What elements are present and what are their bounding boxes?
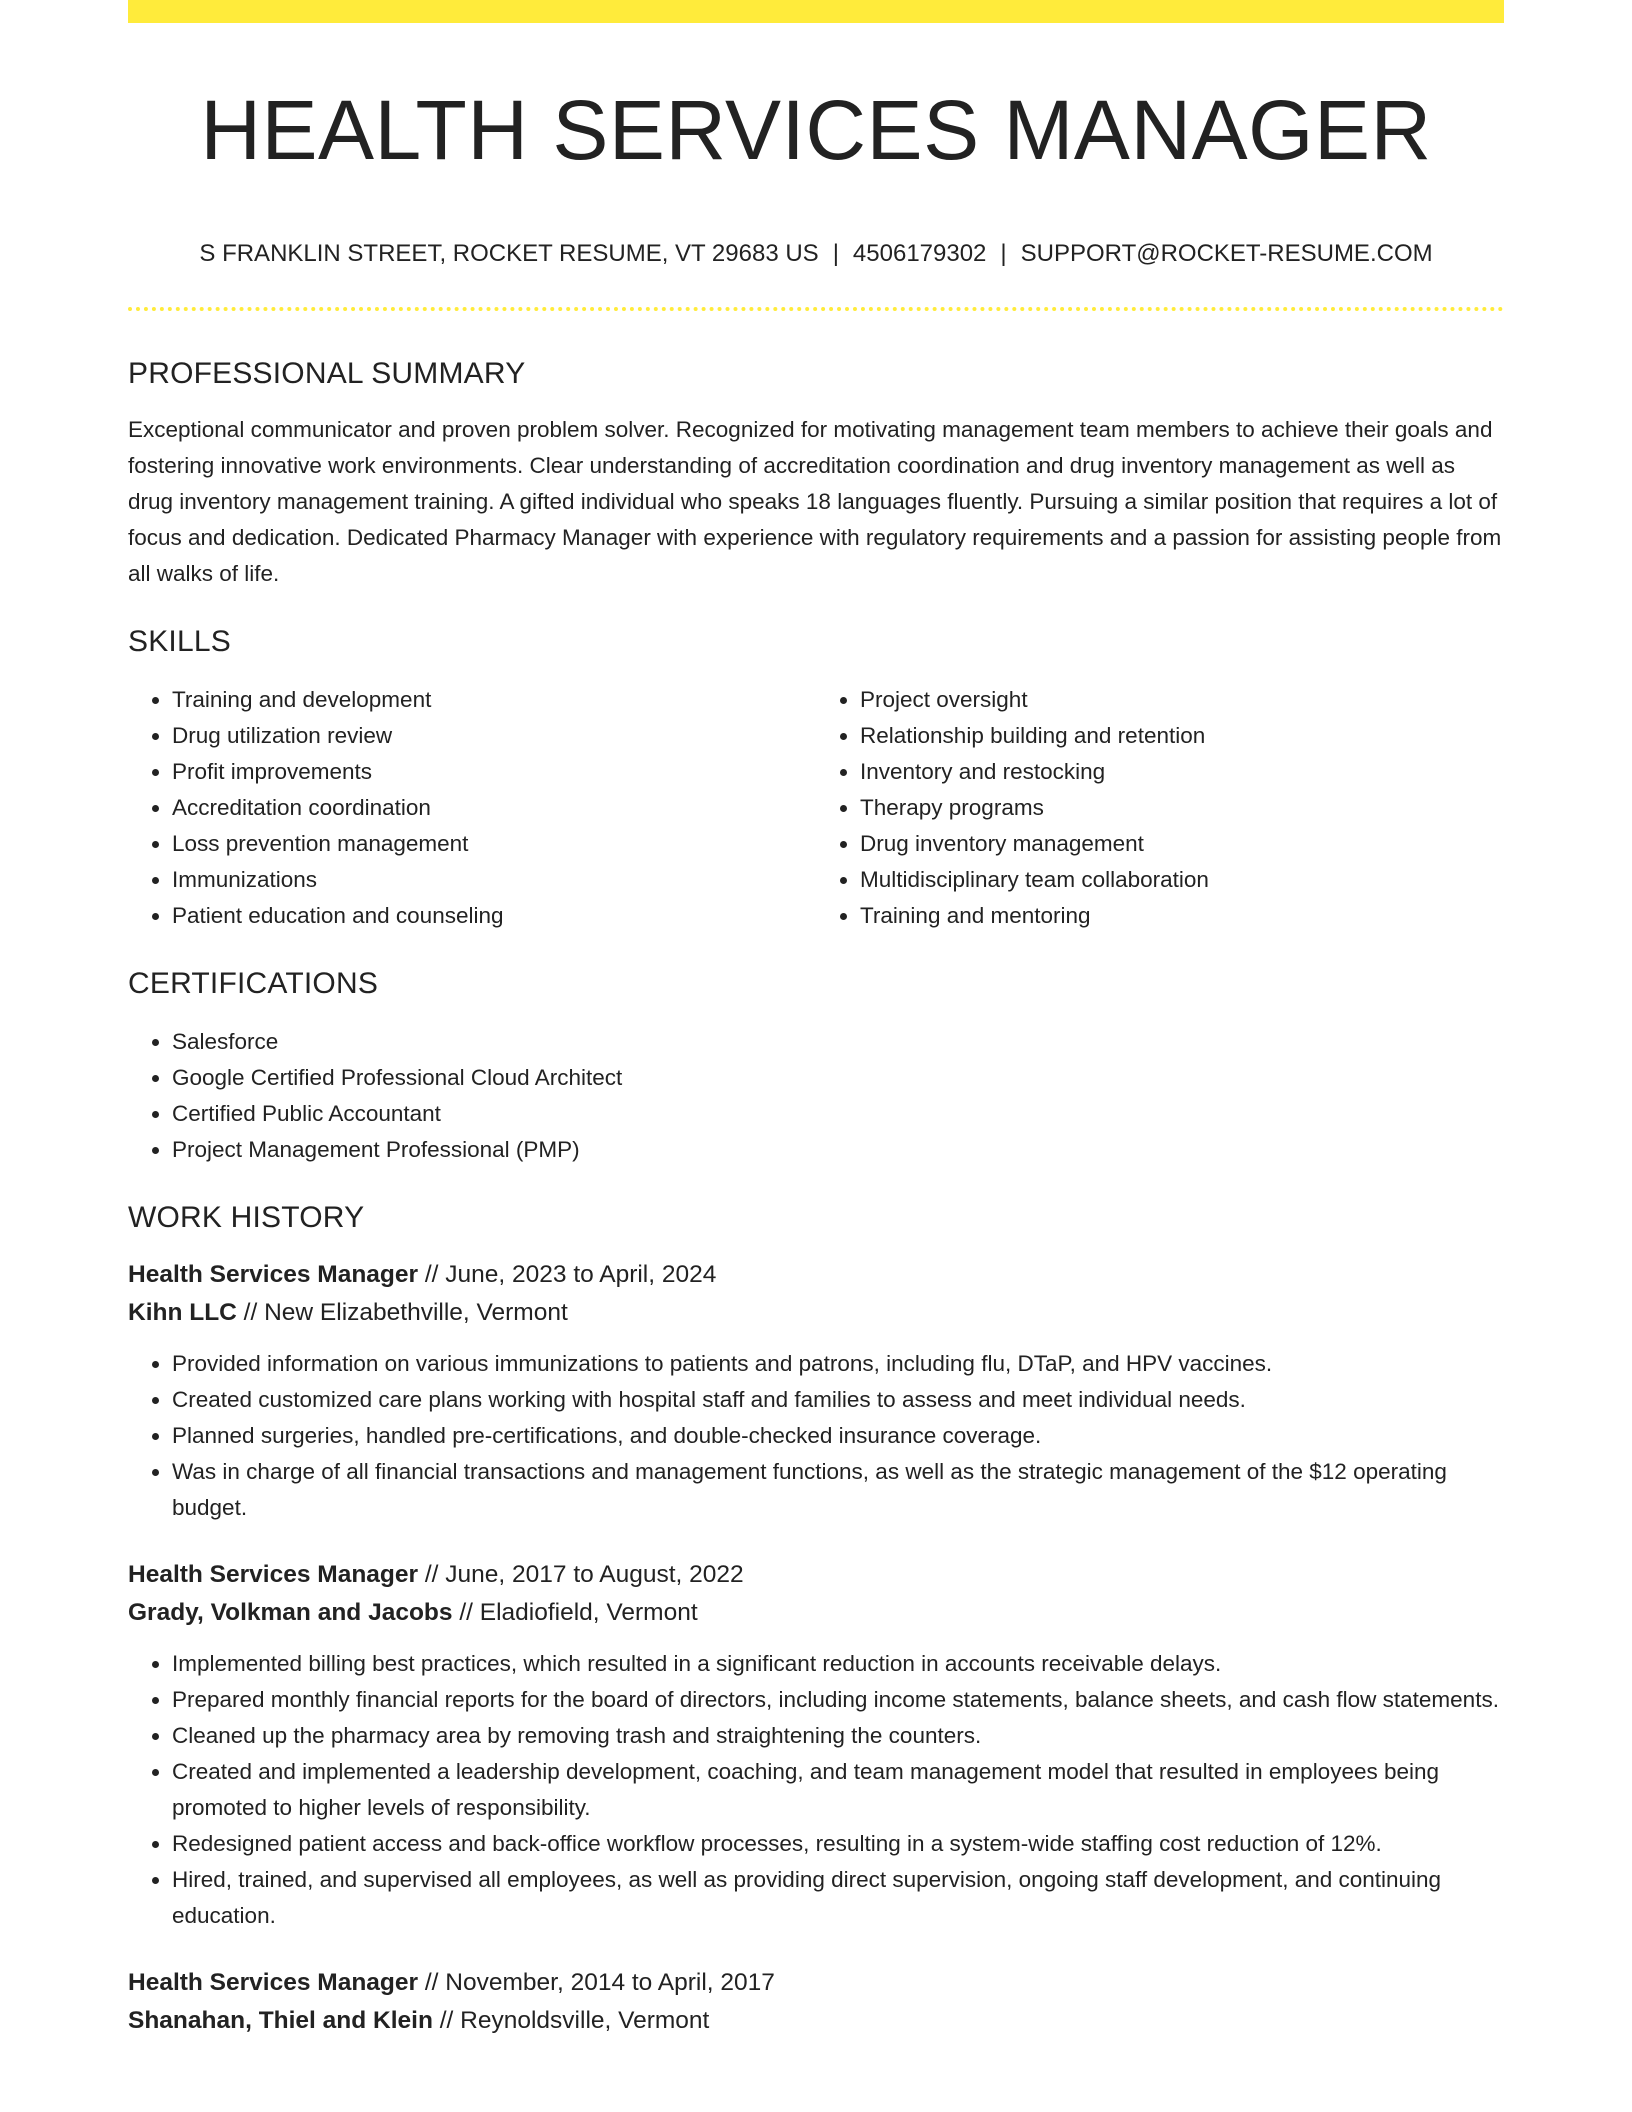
resume-title: HEALTH SERVICES MANAGER bbox=[200, 83, 1432, 177]
certification-item: • Google Certified Professional Cloud Architect bbox=[172, 1060, 1504, 1096]
job-location: // Reynoldsville, Vermont bbox=[432, 2007, 710, 2034]
skill-item: • Loss prevention management bbox=[172, 826, 816, 862]
skills-columns bbox=[128, 662, 1504, 934]
accent-bar bbox=[128, 0, 1504, 23]
certifications-section bbox=[128, 964, 1504, 1168]
summary-heading: PROFESSIONAL SUMMARY bbox=[128, 357, 526, 390]
job-entry bbox=[128, 1964, 1504, 2040]
job-duty: • Implemented billing best practices, which resulted in a significant reduction in accounts receivable delays. bbox=[172, 1646, 1504, 1682]
job-duty: • Hired, trained, and supervised all employees, as well as providing direct supervision, ongoing staff development, and continuing education. bbox=[172, 1862, 1504, 1934]
summary-section bbox=[128, 354, 1504, 592]
skill-item: • Patient education and counseling bbox=[172, 898, 816, 934]
job-title: Health Services Manager bbox=[128, 1969, 419, 1996]
skill-item: • Therapy programs bbox=[860, 790, 1504, 826]
resume-body bbox=[128, 354, 1504, 2040]
job-duty: • Planned surgeries, handled pre-certifications, and double-checked insurance coverage. bbox=[172, 1418, 1504, 1454]
skill-item: • Drug inventory management bbox=[860, 826, 1504, 862]
skills-heading: SKILLS bbox=[128, 625, 231, 658]
skill-item: • Immunizations bbox=[172, 862, 816, 898]
job-duty: • Created and implemented a leadership development, coaching, and team management model that resulted in employees being promoted to higher levels of responsibility. bbox=[172, 1754, 1504, 1826]
contact-email: SUPPORT@ROCKET-RESUME.COM bbox=[1020, 240, 1433, 267]
job-company: Kihn LLC bbox=[128, 1299, 237, 1326]
job-dates: // June, 2017 to August, 2022 bbox=[418, 1561, 744, 1588]
certification-item: • Salesforce bbox=[172, 1024, 1504, 1060]
skill-item: • Accreditation coordination bbox=[172, 790, 816, 826]
skills-list-right bbox=[816, 682, 1504, 934]
contact-address: S FRANKLIN STREET, ROCKET RESUME, VT 29683 US bbox=[199, 240, 819, 267]
job-duties bbox=[128, 1646, 1504, 1934]
certifications-list bbox=[128, 1024, 1504, 1168]
work-history-heading: WORK HISTORY bbox=[128, 1201, 365, 1234]
certification-item: • Certified Public Accountant bbox=[172, 1096, 1504, 1132]
job-header bbox=[128, 1256, 1504, 1332]
job-duty: • Provided information on various immunizations to patients and patrons, including flu, DTaP, and HPV vaccines. bbox=[172, 1346, 1504, 1382]
job-entry bbox=[128, 1556, 1504, 1934]
skill-item: • Profit improvements bbox=[172, 754, 816, 790]
certifications-heading: CERTIFICATIONS bbox=[128, 967, 379, 1000]
skill-item: • Training and development bbox=[172, 682, 816, 718]
job-duty: • Redesigned patient access and back-office workflow processes, resulting in a system-wide staffing cost reduction of 12%. bbox=[172, 1826, 1504, 1862]
job-dates: // June, 2023 to April, 2024 bbox=[418, 1261, 717, 1288]
skill-item: • Project oversight bbox=[860, 682, 1504, 718]
job-dates: // November, 2014 to April, 2017 bbox=[418, 1969, 775, 1996]
skills-section bbox=[128, 622, 1504, 934]
summary-text: Exceptional communicator and proven problem solver. Recognized for motivating management team members to achieve their goals and fostering innovative work environments. Clear understanding of accreditation coordination and drug inventory management as well as drug inventory management training. A gifted individual who speaks 18 languages fluently. Pursuing a similar position that requires a lot of focus and dedication. Dedicated Pharmacy Manager with experience with regulatory requirements and a passion for assisting people from all walks of life. bbox=[128, 417, 1502, 586]
skill-item: • Training and mentoring bbox=[860, 898, 1504, 934]
contact-separator: | bbox=[832, 240, 839, 267]
skill-item: • Drug utilization review bbox=[172, 718, 816, 754]
certification-item: • Project Management Professional (PMP) bbox=[172, 1132, 1504, 1168]
skill-item: • Relationship building and retention bbox=[860, 718, 1504, 754]
skill-item: • Inventory and restocking bbox=[860, 754, 1504, 790]
job-location: // Eladiofield, Vermont bbox=[452, 1599, 698, 1626]
job-entry bbox=[128, 1256, 1504, 1526]
work-history-section bbox=[128, 1198, 1504, 2040]
header-divider bbox=[128, 307, 1504, 311]
job-duties bbox=[128, 1346, 1504, 1526]
job-company: Shanahan, Thiel and Klein bbox=[128, 2007, 433, 2034]
skills-list-left bbox=[128, 682, 816, 934]
skill-item: • Multidisciplinary team collaboration bbox=[860, 862, 1504, 898]
job-duty: • Cleaned up the pharmacy area by removing trash and straightening the counters. bbox=[172, 1718, 1504, 1754]
job-title: Health Services Manager bbox=[128, 1561, 419, 1588]
job-header bbox=[128, 1964, 1504, 2040]
job-duty: • Was in charge of all financial transactions and management functions, as well as the strategic management of the $12 operating budget. bbox=[172, 1454, 1504, 1526]
job-company: Grady, Volkman and Jacobs bbox=[128, 1599, 453, 1626]
job-title: Health Services Manager bbox=[128, 1261, 419, 1288]
job-duty: • Prepared monthly financial reports for the board of directors, including income statements, balance sheets, and cash flow statements. bbox=[172, 1682, 1504, 1718]
job-header bbox=[128, 1556, 1504, 1632]
contact-phone: 4506179302 bbox=[852, 240, 987, 267]
contact-line bbox=[128, 238, 1504, 270]
job-duty: • Created customized care plans working with hospital staff and families to assess and meet individual needs. bbox=[172, 1382, 1504, 1418]
contact-separator: | bbox=[1000, 240, 1007, 267]
job-location: // New Elizabethville, Vermont bbox=[236, 1299, 568, 1326]
